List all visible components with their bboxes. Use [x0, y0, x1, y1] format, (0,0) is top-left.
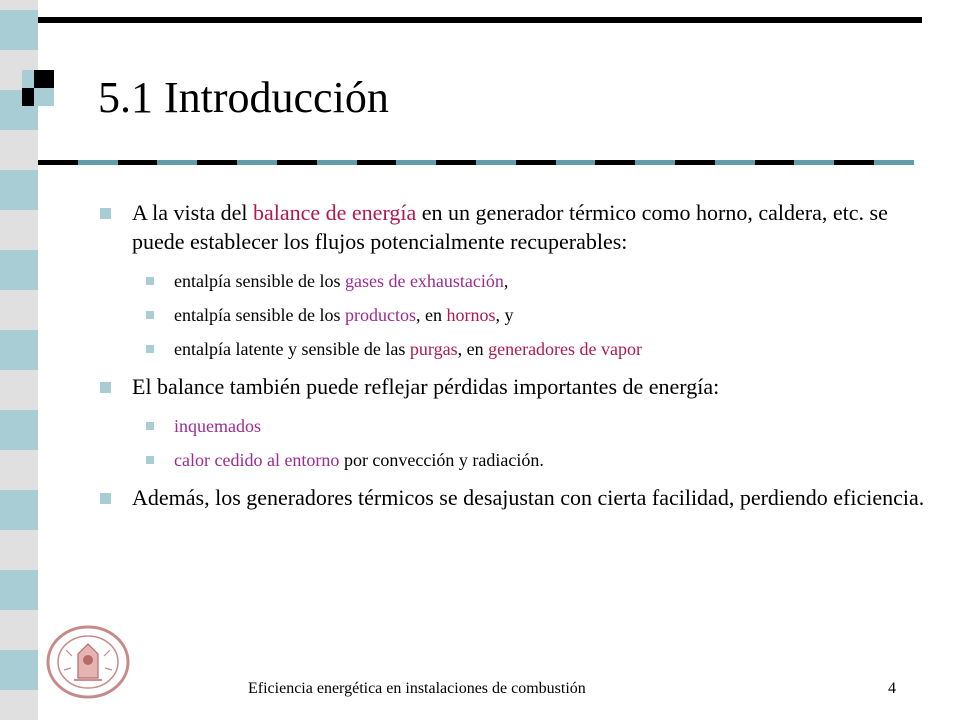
strip-block — [0, 570, 38, 610]
bullet-text: en un generador térmico como horno, caldera, etc. se puede establecer los flujos potencialmente recuperables: — [132, 200, 888, 254]
highlighted-term: inquemados — [174, 416, 261, 436]
highlighted-term: calor cedido al entorno — [174, 450, 340, 470]
sub-bullet-item — [96, 270, 926, 292]
footer-title: Eficiencia energética en instalaciones de combustión — [248, 680, 586, 697]
bullet-item — [96, 198, 926, 256]
rule-segment — [197, 160, 237, 165]
highlighted-term: gases de exhaustación — [344, 271, 504, 291]
rule-segment — [874, 160, 914, 165]
bullet-text: Además, los generadores térmicos se desajustan con cierta facilidad, perdiendo eficiencia. — [132, 485, 925, 510]
rule-segment — [834, 160, 874, 165]
strip-block — [0, 250, 38, 290]
strip-block — [0, 170, 38, 210]
rule-segment — [635, 160, 675, 165]
bullet-text: El balance también puede reflejar pérdidas importantes de energía: — [132, 374, 720, 399]
sub-bullet-marker — [146, 277, 154, 285]
highlighted-term: hornos — [446, 305, 496, 325]
bullet-text: , en — [457, 339, 489, 359]
bullet-marker — [100, 493, 111, 504]
bullet-text: por convección y radiación. — [339, 450, 544, 470]
slide-title: 5.1 Introducción — [98, 73, 389, 122]
bullet-item — [96, 483, 926, 512]
sub-bullet-item — [96, 304, 926, 326]
university-seal — [44, 624, 132, 700]
title-dashed-rule — [38, 160, 914, 165]
rule-segment — [396, 160, 436, 165]
sub-bullet-marker — [146, 311, 154, 319]
rule-segment — [715, 160, 755, 165]
bullet-text: , — [503, 271, 509, 291]
rule-segment — [516, 160, 556, 165]
rule-segment — [675, 160, 715, 165]
bullet-item — [96, 372, 926, 401]
rule-segment — [157, 160, 197, 165]
bullet-marker — [100, 208, 111, 219]
highlighted-term: productos — [344, 305, 416, 325]
strip-block — [0, 330, 38, 370]
sub-bullet-marker — [146, 422, 154, 430]
strip-block — [0, 10, 38, 50]
page-number: 4 — [888, 680, 896, 697]
bullet-text: A la vista del — [132, 200, 253, 225]
slide-content — [96, 198, 926, 526]
rule-segment — [556, 160, 596, 165]
sub-bullet-item — [96, 449, 926, 471]
rule-segment — [78, 160, 118, 165]
strip-block — [0, 650, 38, 690]
bullet-text: , y — [495, 305, 514, 325]
rule-segment — [476, 160, 516, 165]
rule-segment — [118, 160, 158, 165]
sub-bullet-item — [96, 338, 926, 360]
bullet-text: entalpía latente y sensible de las — [174, 339, 410, 359]
top-rule — [38, 17, 922, 23]
rule-segment — [595, 160, 635, 165]
highlighted-term: generadores de vapor — [488, 339, 643, 359]
sub-bullet-item — [96, 415, 926, 437]
highlighted-term: purgas — [409, 339, 458, 359]
rule-segment — [436, 160, 476, 165]
sub-bullet-marker — [146, 456, 154, 464]
rule-segment — [237, 160, 277, 165]
rule-segment — [794, 160, 834, 165]
bullet-text: , en — [415, 305, 447, 325]
bullet-text: entalpía sensible de los — [174, 271, 345, 291]
rule-segment — [317, 160, 357, 165]
bullet-marker — [100, 382, 111, 393]
left-decorative-strip — [0, 0, 38, 720]
rule-segment — [755, 160, 795, 165]
rule-segment — [357, 160, 397, 165]
bullet-text: entalpía sensible de los — [174, 305, 345, 325]
highlighted-term: balance de energía — [252, 200, 417, 225]
rule-segment — [277, 160, 317, 165]
sub-bullet-marker — [146, 345, 154, 353]
rule-segment — [38, 160, 78, 165]
strip-block — [0, 490, 38, 530]
strip-block — [0, 410, 38, 450]
corner-squares-logo — [22, 70, 56, 106]
